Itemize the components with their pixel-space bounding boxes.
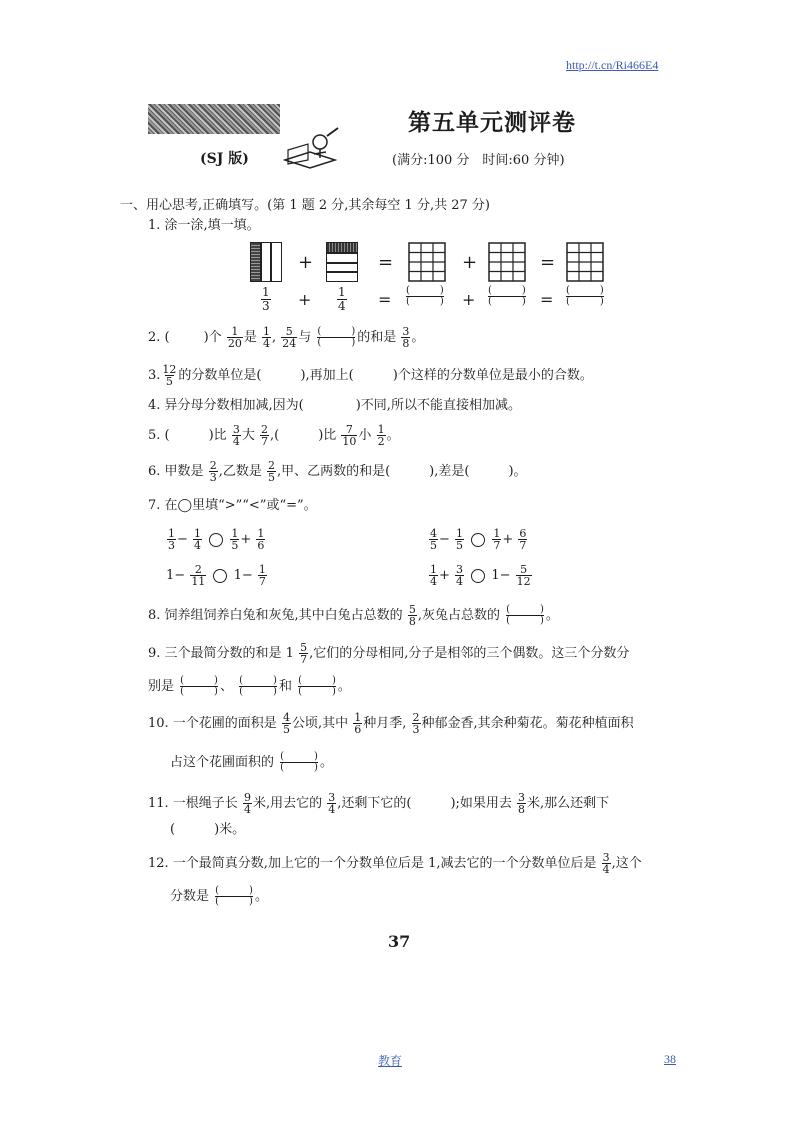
fraction: $\frac{1}{4}$: [338, 285, 346, 313]
question-8: 8. 饲养组饲养白兔和灰兔,其中白兔占总数的 $\frac{5}{8}$ ,灰兔占总数的 ( ) ( ) 。: [148, 603, 559, 628]
question-5: 5. ( )比 $\frac{3}{4}$ 大 $\frac{2}{7}$ ,( )比 $\frac{7}{10}$ 小 $\frac{1}{2}$ 。: [148, 423, 400, 448]
fraction: $\frac{1}{3}$: [262, 285, 270, 313]
footer-link[interactable]: 教育: [378, 1054, 403, 1068]
question-9-continued: 别是 ( ) ( ) 、 ( ) ( ) 和 ( ) ( ) 。: [148, 675, 351, 697]
grid-blank-1[interactable]: [408, 242, 446, 282]
answer-blank-fraction[interactable]: ( ) ( ): [488, 285, 526, 307]
answer-blank-fraction[interactable]: ( ) ( ): [406, 285, 444, 307]
answer-blank-fraction[interactable]: ( ) ( ): [215, 885, 253, 907]
compare-expression-1: $\frac{1}{3}$ − $\frac{1}{4}$ $\frac{1}{5}$ + $\frac{1}{6}$: [168, 527, 265, 552]
grid-blank-3[interactable]: [566, 242, 604, 282]
answer-blank-fraction[interactable]: ( ) ( ): [180, 675, 218, 697]
edition-label: (SJ 版): [200, 151, 249, 167]
source-url-link[interactable]: http://t.cn/Ri466E4: [566, 58, 659, 72]
title-stamp-decoration: [148, 104, 280, 134]
question-12-continued: 分数是 ( ) ( ) 。: [170, 885, 268, 907]
compare-circle[interactable]: [209, 533, 223, 547]
question-4: 4. 异分母分数相加减,因为( )不同,所以不能直接相加减。: [148, 398, 521, 413]
question-7-label: 7. 在◯里填“>”“<”或“=”。: [148, 498, 317, 513]
answer-blank-fraction[interactable]: ( ) ( ): [239, 675, 277, 697]
answer-blank-fraction[interactable]: ( ) ( ): [566, 285, 604, 307]
compare-circle[interactable]: [471, 569, 485, 583]
question-9: 9. 三个最简分数的和是 1 $\frac{5}{7}$ ,它们的分母相同,分子是相邻的三个偶数。这三个分数分: [148, 641, 630, 666]
compare-expression-3: 1− $\frac{2}{11}$ 1− $\frac{1}{7}$: [166, 563, 266, 588]
page-number: 37: [388, 932, 411, 951]
question-2: 2. ( )个 $\frac{1}{20}$ 是 $\frac{1}{4}$ , $\frac{5}{24}$ 与 ( ) ( ) 的和是 $\frac{3}{8}$ 。: [148, 325, 425, 350]
footer-page-link[interactable]: 38: [664, 1052, 676, 1066]
compare-expression-4: $\frac{1}{4}$ + $\frac{3}{4}$ 1− $\frac{5}{12}$: [430, 563, 531, 588]
equals-sign: =: [540, 290, 554, 309]
plus-sign: +: [298, 290, 312, 309]
question-3: 3. $\frac{12}{5}$ 的分数单位是( ),再加上( )个这样的分数单位是最小的合数。: [148, 363, 593, 388]
compare-circle[interactable]: [213, 569, 227, 583]
question-10: 10. 一个花圃的面积是 $\frac{4}{5}$ 公顷,其中 $\frac{1}{6}$ 种月季, $\frac{2}{3}$ 种郁金香,其余种菊花。菊花种植面积: [148, 711, 634, 736]
grid-blank-2[interactable]: [488, 242, 526, 282]
answer-blank-fraction[interactable]: ( ) ( ): [298, 675, 336, 697]
question-6: 6. 甲数是 $\frac{2}{3}$ ,乙数是 $\frac{2}{5}$ ,甲、乙两数的和是( ),差是( )。: [148, 459, 527, 484]
question-12: 12. 一个最简真分数,加上它的一个分数单位后是 1,减去它的一个分数单位后是 $\frac{3}{4}$ ,这个: [148, 851, 642, 876]
question-1-label: 1. 涂一涂,填一填。: [148, 218, 260, 233]
question-10-continued: 占这个花圃面积的 ( ) ( ) 。: [170, 751, 333, 773]
student-illustration-icon: [280, 120, 350, 170]
plus-sign: +: [462, 252, 478, 273]
page-title: 第五单元测评卷: [408, 109, 576, 136]
plus-sign: +: [462, 290, 476, 309]
answer-blank-fraction[interactable]: ( ) ( ): [317, 326, 356, 348]
answer-blank-fraction[interactable]: ( ) ( ): [506, 604, 544, 626]
exam-meta: (满分:100 分 时间:60 分钟): [392, 153, 565, 168]
section-heading: 一、用心思考,正确填写。(第 1 题 2 分,其余每空 1 分,共 27 分): [120, 198, 490, 213]
grid-quarters[interactable]: [326, 242, 358, 282]
equals-sign: =: [540, 252, 556, 273]
grid-thirds[interactable]: [250, 242, 282, 282]
question-11: 11. 一根绳子长 $\frac{9}{4}$ 米,用去它的 $\frac{3}{4}$ ,还剩下它的( );如果用去 $\frac{3}{8}$ 米,那么还剩下: [148, 791, 610, 816]
equals-sign: =: [378, 252, 394, 273]
compare-expression-2: $\frac{4}{5}$ − $\frac{1}{5}$ $\frac{1}{7}$ + $\frac{6}{7}$: [430, 527, 527, 552]
question-11-continued: ( )米。: [170, 822, 246, 837]
plus-sign: +: [298, 252, 314, 273]
compare-circle[interactable]: [471, 533, 485, 547]
answer-blank-fraction[interactable]: ( ) ( ): [280, 751, 318, 773]
equals-sign: =: [378, 290, 392, 309]
